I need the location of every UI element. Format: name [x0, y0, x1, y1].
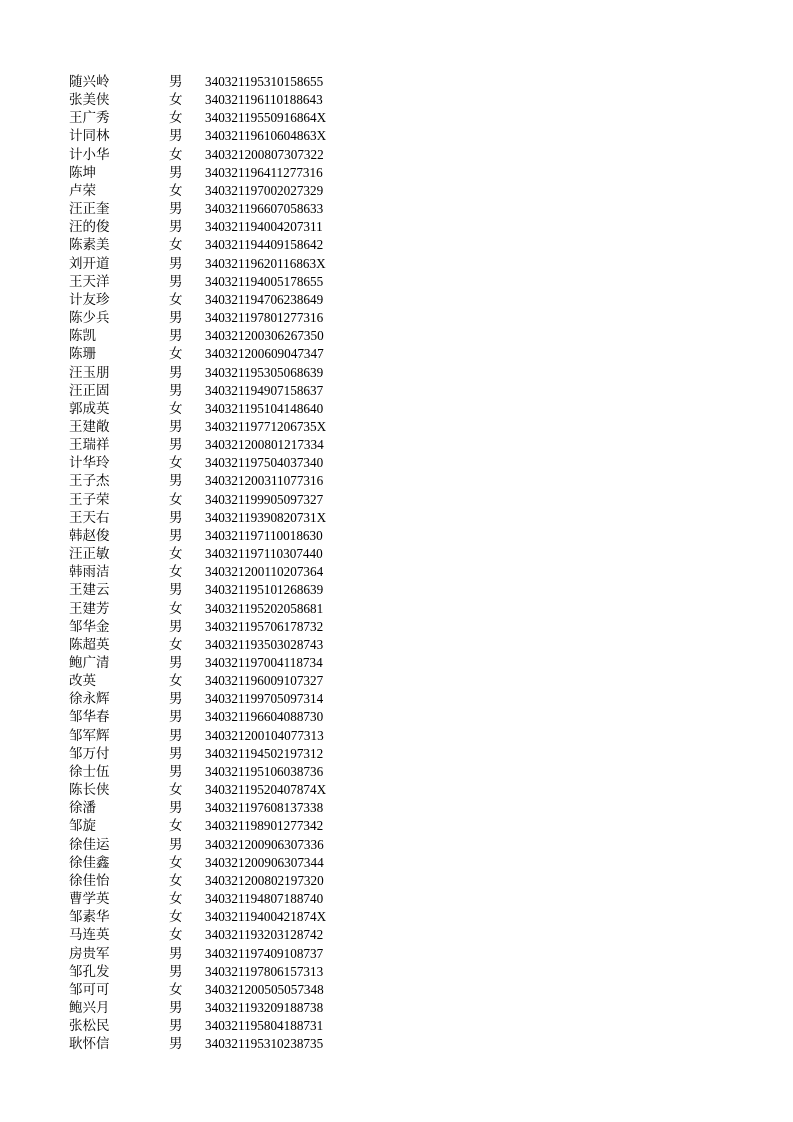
gender-cell: 男: [169, 310, 183, 327]
id-number-cell: 340321200505057348: [205, 981, 324, 997]
gender-cell: 男: [169, 1018, 183, 1035]
name-cell: 陈少兵: [69, 310, 110, 327]
name-cell: 改英: [69, 673, 96, 690]
name-cell: 陈坤: [69, 164, 96, 181]
id-number-cell: 340321197504037340: [205, 455, 324, 471]
id-number-cell: 340321197409108737: [205, 945, 324, 961]
name-cell: 王天洋: [69, 273, 110, 290]
name-cell: 邹旋: [69, 818, 96, 835]
id-number-cell: 340321195804188731: [205, 1018, 324, 1034]
name-cell: 鲍兴月: [69, 999, 110, 1016]
name-cell: 汪正固: [69, 382, 110, 399]
gender-cell: 男: [169, 219, 183, 236]
table-row: [69, 545, 369, 563]
id-number-cell: 340321194807188740: [205, 891, 324, 907]
name-cell: 王建敞: [69, 418, 110, 435]
name-cell: 王建芳: [69, 600, 110, 617]
table-row: [69, 618, 369, 636]
name-cell: 徐佳怡: [69, 872, 110, 889]
id-number-cell: 340321193503028743: [205, 636, 324, 652]
gender-cell: 女: [169, 636, 183, 653]
gender-cell: 男: [169, 999, 183, 1016]
table-row: [69, 890, 369, 908]
gender-cell: 男: [169, 74, 183, 90]
name-cell: 计同林: [69, 128, 110, 145]
name-cell: 邹华春: [69, 709, 110, 726]
id-number-cell: 340321195101268639: [205, 582, 324, 598]
name-cell: 徐士伍: [69, 763, 110, 780]
table-row: [69, 91, 369, 109]
id-number-cell: 340321194502197312: [205, 745, 324, 761]
name-cell: 汪正敏: [69, 546, 110, 563]
table-row: [69, 836, 369, 854]
name-cell: 徐永辉: [69, 691, 110, 708]
gender-cell: 男: [169, 1036, 183, 1053]
table-row: [69, 382, 369, 400]
name-cell: 房贵军: [69, 945, 110, 962]
gender-cell: 男: [169, 836, 183, 853]
name-cell: 徐潘: [69, 800, 96, 817]
gender-cell: 男: [169, 164, 183, 181]
gender-cell: 女: [169, 818, 183, 835]
name-cell: 卢荣: [69, 182, 96, 199]
table-row: [69, 799, 369, 817]
name-cell: 汪的俊: [69, 219, 110, 236]
id-number-cell: 340321199905097327: [205, 491, 324, 507]
gender-cell: 男: [169, 945, 183, 962]
name-cell: 刘开道: [69, 255, 110, 272]
table-row: [69, 600, 369, 618]
name-cell: 计小华: [69, 146, 110, 163]
name-cell: 耿怀信: [69, 1036, 110, 1053]
id-number-cell: 340321193209188738: [205, 999, 324, 1015]
table-row: [69, 509, 369, 527]
gender-cell: 女: [169, 291, 183, 308]
gender-cell: 女: [169, 92, 183, 109]
gender-cell: 男: [169, 800, 183, 817]
id-number-cell: 340321197110018630: [205, 527, 323, 543]
gender-cell: 女: [169, 491, 183, 508]
name-cell: 张松民: [69, 1018, 110, 1035]
name-cell: 陈凯: [69, 328, 96, 345]
gender-cell: 男: [169, 655, 183, 671]
name-cell: 陈超英: [69, 636, 110, 653]
id-number-cell: 340321194409158642: [205, 237, 324, 253]
name-cell: 王瑞祥: [69, 437, 110, 454]
id-number-cell: 340321195104148640: [205, 400, 324, 416]
table-row: [69, 527, 369, 545]
name-cell: 郭成英: [69, 400, 110, 417]
table-row: [69, 745, 369, 763]
id-number-cell: 340321200609047347: [205, 346, 324, 362]
gender-cell: 男: [169, 727, 183, 744]
table-row: [69, 436, 369, 454]
id-number-cell: 340321196110188643: [205, 92, 323, 108]
name-cell: 王建云: [69, 582, 110, 599]
name-cell: 邹素华: [69, 909, 110, 926]
gender-cell: 男: [169, 473, 183, 490]
gender-cell: 女: [169, 110, 183, 127]
table-row: [69, 763, 369, 781]
name-cell: 张美侠: [69, 92, 110, 109]
table-row: [69, 327, 369, 345]
table-row: [69, 182, 369, 200]
id-number-cell: 340321199705097314: [205, 691, 324, 707]
id-number-cell: 340321194907158637: [205, 382, 324, 398]
gender-cell: 男: [169, 963, 183, 980]
table-row: [69, 400, 369, 418]
id-number-cell: 340321198901277342: [205, 818, 324, 834]
id-number-cell: 340321194005178655: [205, 273, 324, 289]
id-number-cell: 340321200110207364: [205, 564, 324, 580]
gender-cell: 女: [169, 564, 183, 581]
name-cell: 邹万付: [69, 745, 110, 762]
name-cell: 邹华金: [69, 618, 110, 635]
name-cell: 韩雨洁: [69, 564, 110, 581]
id-number-cell: 340321196607058633: [205, 201, 324, 217]
id-number-cell: 340321194706238649: [205, 291, 324, 307]
gender-cell: 男: [169, 527, 183, 544]
gender-cell: 女: [169, 673, 183, 690]
id-number-cell: 340321200801217334: [205, 437, 324, 453]
id-number-cell: 340321197608137338: [205, 800, 324, 816]
name-cell: 徐佳鑫: [69, 854, 110, 871]
id-number-cell: 340321195706178732: [205, 618, 324, 634]
gender-cell: 男: [169, 201, 183, 218]
name-cell: 王子荣: [69, 491, 110, 508]
gender-cell: 男: [169, 745, 183, 762]
gender-cell: 女: [169, 455, 183, 472]
table-row: [69, 309, 369, 327]
table-row: [69, 690, 369, 708]
table-row: [69, 981, 369, 999]
table-row: [69, 236, 369, 254]
gender-cell: 男: [169, 255, 183, 272]
name-cell: 韩赵俊: [69, 527, 110, 544]
gender-cell: 女: [169, 891, 183, 908]
table-row: [69, 708, 369, 726]
table-row: [69, 127, 369, 145]
gender-cell: 男: [169, 582, 183, 599]
table-row: [69, 945, 369, 963]
table-row: [69, 563, 369, 581]
table-row: [69, 73, 369, 91]
id-number-cell: 340321200807307322: [205, 146, 324, 162]
id-number-cell: 340321194004207311: [205, 219, 323, 235]
id-number-cell: 340321195202058681: [205, 600, 324, 616]
table-row: [69, 781, 369, 799]
table-row: [69, 817, 369, 835]
name-cell: 陈长侠: [69, 782, 110, 799]
gender-cell: 女: [169, 182, 183, 199]
gender-cell: 男: [169, 763, 183, 780]
gender-cell: 女: [169, 872, 183, 889]
name-cell: 鲍广清: [69, 655, 110, 671]
id-number-cell: 340321200306267350: [205, 328, 324, 344]
id-number-cell: 340321195310238735: [205, 1036, 324, 1052]
gender-cell: 女: [169, 854, 183, 871]
id-number-cell: 340321200104077313: [205, 727, 324, 743]
gender-cell: 男: [169, 691, 183, 708]
gender-cell: 女: [169, 346, 183, 363]
id-number-cell: 34032119390820731X: [205, 509, 327, 525]
id-number-cell: 34032119620116863X: [205, 255, 326, 271]
table-row: [69, 1035, 369, 1053]
table-row: [69, 200, 369, 218]
name-cell: 王天右: [69, 509, 110, 526]
id-number-cell: 340321195305068639: [205, 364, 324, 380]
gender-cell: 男: [169, 709, 183, 726]
name-cell: 计华玲: [69, 455, 110, 472]
gender-cell: 男: [169, 328, 183, 345]
gender-cell: 男: [169, 128, 183, 145]
table-row: [69, 963, 369, 981]
gender-cell: 男: [169, 618, 183, 635]
name-cell: 徐佳运: [69, 836, 110, 853]
gender-cell: 女: [169, 927, 183, 944]
table-row: [69, 364, 369, 382]
name-cell: 陈素美: [69, 237, 110, 254]
gender-cell: 男: [169, 273, 183, 290]
name-cell: 王广秀: [69, 110, 110, 127]
table-row: [69, 418, 369, 436]
gender-cell: 女: [169, 909, 183, 926]
name-cell: 邹孔发: [69, 963, 110, 980]
table-row: [69, 273, 369, 291]
gender-cell: 女: [169, 600, 183, 617]
id-number-cell: 340321195310158655: [205, 74, 324, 89]
id-number-cell: 340321200802197320: [205, 872, 324, 888]
id-number-cell: 340321196009107327: [205, 673, 324, 689]
id-number-cell: 340321200311077316: [205, 473, 324, 489]
table-row: [69, 872, 369, 890]
gender-cell: 女: [169, 981, 183, 998]
id-number-cell: 34032119610604863X: [205, 128, 327, 144]
gender-cell: 男: [169, 382, 183, 399]
id-number-cell: 34032119520407874X: [205, 782, 327, 798]
table-row: [69, 345, 369, 363]
table-row: [69, 908, 369, 926]
table-row: [69, 727, 369, 745]
id-number-cell: 340321193203128742: [205, 927, 324, 943]
table-row: [69, 109, 369, 127]
table-row: [69, 291, 369, 309]
id-number-cell: 340321197806157313: [205, 963, 324, 979]
id-number-cell: 34032119550916864X: [205, 110, 327, 126]
id-number-cell: 340321200906307344: [205, 854, 324, 870]
gender-cell: 男: [169, 364, 183, 381]
gender-cell: 男: [169, 437, 183, 454]
table-row: [69, 999, 369, 1017]
id-number-cell: 340321195106038736: [205, 763, 324, 779]
table-row: [69, 926, 369, 944]
table-row: [69, 672, 369, 690]
name-cell: 马连英: [69, 927, 110, 944]
gender-cell: 男: [169, 509, 183, 526]
table-row: [69, 654, 369, 672]
name-cell: 邹军辉: [69, 727, 110, 744]
name-cell: 随兴岭: [69, 74, 110, 90]
id-number-cell: 340321197004118734: [205, 655, 323, 670]
table-row: [69, 581, 369, 599]
table-row: [69, 491, 369, 509]
table-row: [69, 146, 369, 164]
gender-cell: 女: [169, 782, 183, 799]
name-cell: 王子杰: [69, 473, 110, 490]
gender-cell: 女: [169, 400, 183, 417]
table-row: [69, 164, 369, 182]
table-row: [69, 1017, 369, 1035]
name-cell: 邹可可: [69, 981, 110, 998]
id-number-cell: 340321197110307440: [205, 546, 323, 562]
id-number-cell: 340321196604088730: [205, 709, 324, 725]
id-number-cell: 340321197002027329: [205, 182, 324, 198]
name-cell: 汪玉朋: [69, 364, 110, 381]
gender-cell: 女: [169, 237, 183, 254]
table-row: [69, 472, 369, 490]
id-number-cell: 340321196411277316: [205, 164, 323, 180]
id-number-cell: 340321197801277316: [205, 310, 324, 326]
name-cell: 曹学英: [69, 891, 110, 908]
id-number-cell: 340321200906307336: [205, 836, 324, 852]
name-cell: 陈珊: [69, 346, 96, 363]
table-row: [69, 218, 369, 236]
gender-cell: 女: [169, 146, 183, 163]
table-row: [69, 636, 369, 654]
id-number-cell: 34032119771206735X: [205, 418, 327, 434]
gender-cell: 女: [169, 546, 183, 563]
roster-table: [69, 73, 369, 1053]
table-row: [69, 454, 369, 472]
gender-cell: 男: [169, 418, 183, 435]
table-row: [69, 854, 369, 872]
table-row: [69, 255, 369, 273]
name-cell: 汪正奎: [69, 201, 110, 218]
id-number-cell: 34032119400421874X: [205, 909, 327, 925]
name-cell: 计友珍: [69, 291, 110, 308]
